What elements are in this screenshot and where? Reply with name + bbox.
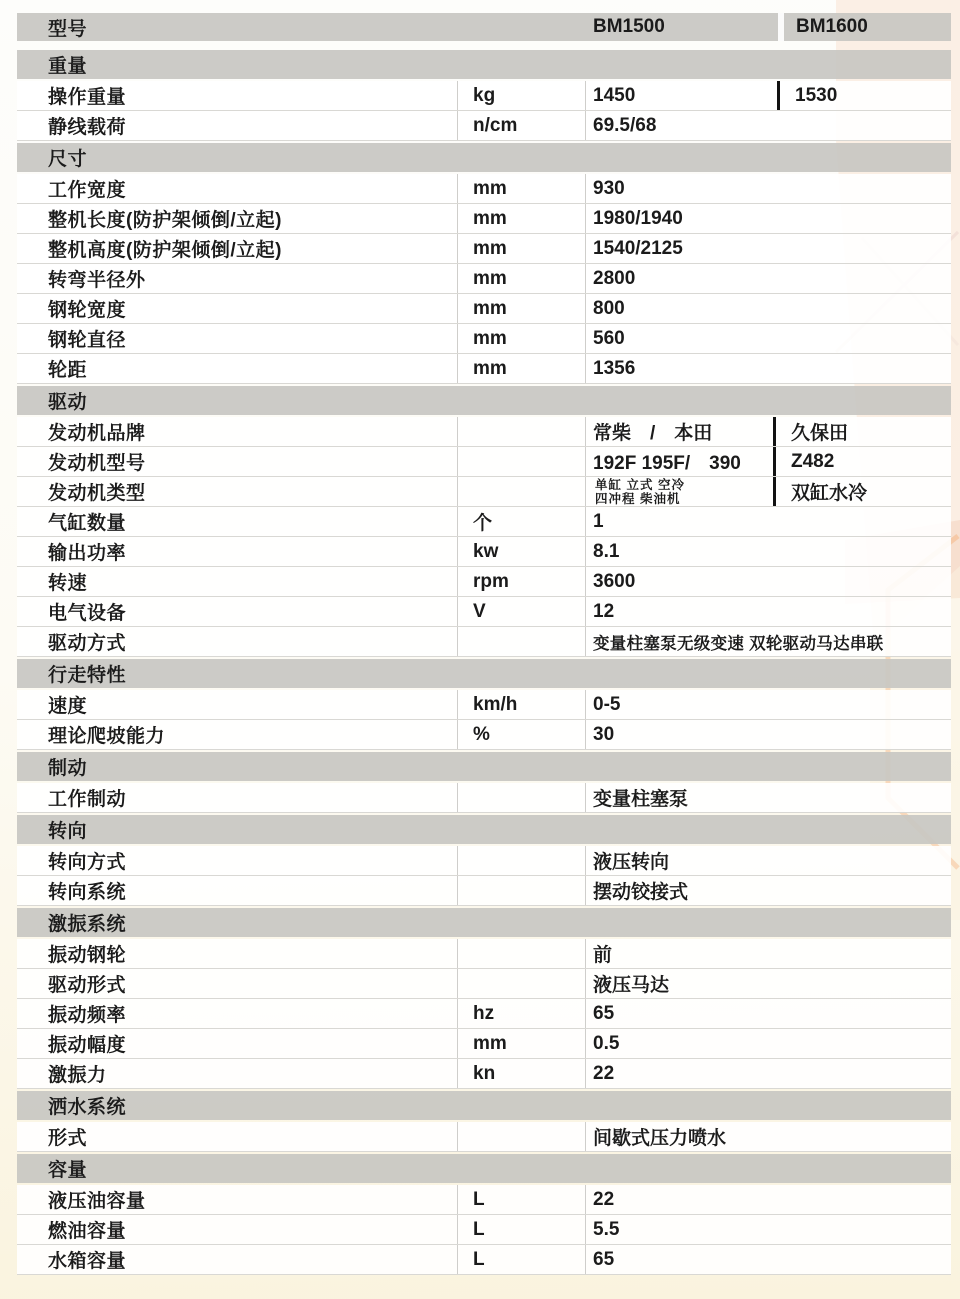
model-header-row [17, 13, 951, 41]
row-unit [458, 783, 586, 812]
row-value-bm1500: 液压转向 [593, 852, 670, 873]
spec-row [17, 111, 951, 141]
row-value-bm1500: 30 [593, 723, 615, 745]
spec-row [17, 477, 951, 507]
row-value-bm1500: 65 [593, 1248, 615, 1270]
spec-row [17, 354, 951, 384]
row-label: 水箱容量 [17, 1245, 458, 1274]
row-label: 钢轮宽度 [17, 294, 458, 323]
row-value-bm1500: 560 [593, 327, 625, 349]
row-unit: mm [458, 324, 586, 353]
spec-row [17, 627, 951, 657]
row-value-bm1500: 8.1 [593, 540, 620, 562]
row-unit: kn [458, 1059, 586, 1088]
row-label: 发动机品牌 [17, 417, 458, 446]
spec-row [17, 417, 951, 447]
row-value-bm1500: 22 [593, 1062, 615, 1084]
section-title: 洒水系统 [48, 1097, 127, 1118]
spec-row [17, 204, 951, 234]
row-label: 电气设备 [17, 597, 458, 626]
row-unit: mm [458, 354, 586, 383]
row-value-bm1500: 12 [593, 600, 615, 622]
spec-row [17, 1122, 951, 1152]
row-value-bm1500: 0-5 [593, 693, 621, 715]
row-value-bm1500: 1356 [593, 357, 636, 379]
section-header [17, 908, 951, 937]
spec-row [17, 81, 951, 111]
row-value-bm1500: 1 [593, 510, 604, 532]
spec-row [17, 1059, 951, 1089]
spec-row [17, 1215, 951, 1245]
row-label: 转向方式 [17, 846, 458, 875]
header-gap [17, 41, 951, 48]
spec-table-body [17, 50, 951, 1275]
row-unit: kg [458, 81, 586, 110]
row-unit: L [458, 1185, 586, 1214]
section-header [17, 752, 951, 781]
row-value-bm1500: 5.5 [593, 1218, 620, 1240]
spec-row [17, 1245, 951, 1275]
row-unit: n/cm [458, 111, 586, 140]
row-value-bm1500: 192F 195F/ 390 [593, 453, 741, 474]
section-title: 行走特性 [48, 665, 127, 686]
row-label: 整机长度(防护架倾倒/立起) [17, 204, 458, 233]
row-value-bm1600: 双缸水冷 [791, 483, 868, 504]
row-unit: kw [458, 537, 586, 566]
row-unit: L [458, 1245, 586, 1274]
section-title: 重量 [48, 56, 88, 77]
section-title: 尺寸 [48, 149, 88, 170]
spec-row [17, 720, 951, 750]
spec-row [17, 969, 951, 999]
row-label: 操作重量 [17, 81, 458, 110]
section-header [17, 659, 951, 688]
row-unit: km/h [458, 690, 586, 719]
row-value-bm1500: 前 [593, 945, 613, 966]
row-label: 发动机型号 [17, 447, 458, 476]
row-label: 钢轮直径 [17, 324, 458, 353]
row-unit: mm [458, 1029, 586, 1058]
row-label: 速度 [17, 690, 458, 719]
row-unit [458, 447, 586, 476]
spec-row [17, 447, 951, 477]
spec-row [17, 939, 951, 969]
section-header [17, 1154, 951, 1183]
row-label: 整机高度(防护架倾倒/立起) [17, 234, 458, 263]
row-unit [458, 876, 586, 905]
spec-row [17, 234, 951, 264]
spec-row [17, 507, 951, 537]
spec-row [17, 537, 951, 567]
row-unit [458, 627, 586, 656]
row-unit: % [458, 720, 586, 749]
spec-table [17, 13, 951, 1275]
model-row-label: 型号 [48, 18, 88, 40]
section-title: 容量 [48, 1160, 88, 1181]
spec-row [17, 999, 951, 1029]
row-label: 形式 [17, 1122, 458, 1151]
row-unit: hz [458, 999, 586, 1028]
spec-row [17, 1029, 951, 1059]
row-value-bm1500: 0.5 [593, 1032, 620, 1054]
row-value-bm1500: 930 [593, 177, 625, 199]
row-value-bm1500: 常柴 / 本田 [593, 423, 713, 444]
row-value-bm1500: 液压马达 [593, 975, 670, 996]
spec-row [17, 264, 951, 294]
row-value-bm1500: 1450 [593, 84, 636, 106]
spec-row [17, 783, 951, 813]
model-bm1600: BM1600 [796, 16, 868, 37]
row-value-line: 单缸 立式 空冷 [595, 477, 685, 492]
row-unit: V [458, 597, 586, 626]
row-label: 振动钢轮 [17, 939, 458, 968]
model-bm1500: BM1500 [593, 16, 665, 37]
section-header [17, 386, 951, 415]
row-label: 转向系统 [17, 876, 458, 905]
row-label: 燃油容量 [17, 1215, 458, 1244]
row-value-bm1500: 2800 [593, 267, 636, 289]
spec-row [17, 597, 951, 627]
row-label: 液压油容量 [17, 1185, 458, 1214]
section-title: 驱动 [48, 392, 88, 413]
row-value-bm1600: 1530 [795, 84, 838, 106]
row-value-bm1500: 变量柱塞泵 [593, 789, 689, 810]
row-unit [458, 969, 586, 998]
row-value-bm1500 [586, 477, 773, 506]
row-value-bm1600: 久保田 [791, 423, 849, 444]
row-label: 发动机类型 [17, 477, 458, 506]
row-unit: L [458, 1215, 586, 1244]
spec-row [17, 1185, 951, 1215]
row-label: 振动频率 [17, 999, 458, 1028]
spec-row [17, 294, 951, 324]
row-value-bm1500: 69.5/68 [593, 114, 657, 136]
row-label: 振动幅度 [17, 1029, 458, 1058]
row-label: 轮距 [17, 354, 458, 383]
section-title: 转向 [48, 821, 88, 842]
spec-row [17, 690, 951, 720]
row-label: 激振力 [17, 1059, 458, 1088]
row-value-bm1500: 间歇式压力喷水 [593, 1128, 727, 1149]
spec-row [17, 876, 951, 906]
row-label: 驱动方式 [17, 627, 458, 656]
row-unit: 个 [458, 507, 586, 536]
row-label: 工作宽度 [17, 174, 458, 203]
row-unit: mm [458, 294, 586, 323]
row-label: 工作制动 [17, 783, 458, 812]
spec-row [17, 567, 951, 597]
row-unit: mm [458, 234, 586, 263]
spec-row [17, 324, 951, 354]
section-header [17, 815, 951, 844]
row-value-bm1500: 1980/1940 [593, 207, 683, 229]
row-unit [458, 417, 586, 446]
row-unit [458, 939, 586, 968]
section-header [17, 50, 951, 79]
row-value-bm1500: 22 [593, 1188, 615, 1210]
row-unit: rpm [458, 567, 586, 596]
row-label: 输出功率 [17, 537, 458, 566]
row-value-bm1500: 800 [593, 297, 625, 319]
row-unit [458, 1122, 586, 1151]
spec-row [17, 846, 951, 876]
row-value-bm1500: 3600 [593, 570, 636, 592]
row-unit: mm [458, 174, 586, 203]
row-label: 气缸数量 [17, 507, 458, 536]
row-unit: mm [458, 264, 586, 293]
row-value-bm1500: 1540/2125 [593, 237, 683, 259]
row-value-bm1600: Z482 [791, 450, 835, 472]
row-value-line: 四冲程 柴油机 [595, 491, 681, 506]
section-title: 激振系统 [48, 914, 127, 935]
row-label: 理论爬坡能力 [17, 720, 458, 749]
row-value-bm1500: 变量柱塞泵无级变速 双轮驱动马达串联 [593, 634, 884, 653]
row-unit: mm [458, 204, 586, 233]
section-title: 制动 [48, 758, 88, 779]
section-header [17, 1091, 951, 1120]
row-label: 驱动形式 [17, 969, 458, 998]
section-header [17, 143, 951, 172]
row-label: 静线载荷 [17, 111, 458, 140]
spec-row [17, 174, 951, 204]
row-unit [458, 846, 586, 875]
row-value-bm1500: 摆动铰接式 [593, 882, 689, 903]
row-label: 转弯半径外 [17, 264, 458, 293]
row-label: 转速 [17, 567, 458, 596]
row-unit [458, 477, 586, 506]
row-value-bm1500: 65 [593, 1002, 615, 1024]
